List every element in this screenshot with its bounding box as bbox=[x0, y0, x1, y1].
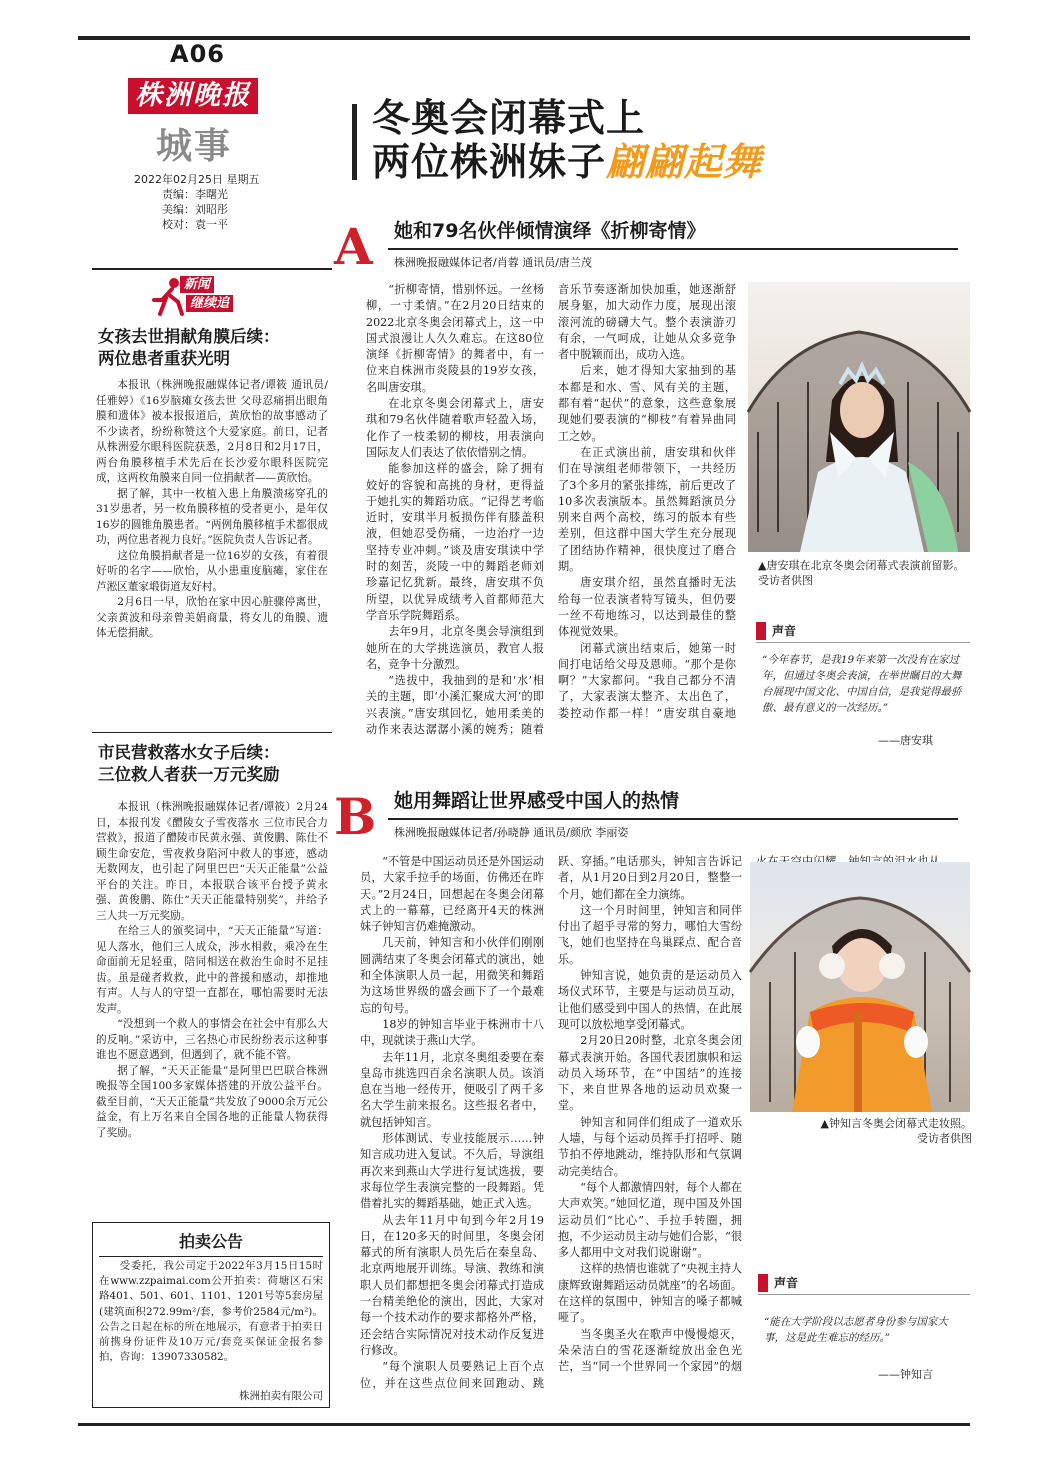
page-meta bbox=[134, 172, 260, 232]
voice-a-author: ——唐安琪 bbox=[878, 734, 933, 747]
headline-highlight: 翩翩起舞 bbox=[606, 140, 763, 184]
voice-b-marker bbox=[758, 1274, 768, 1292]
follow-up-badge bbox=[150, 276, 260, 316]
voice-a-rule bbox=[756, 642, 970, 643]
designer: 美编：刘昭彤 bbox=[162, 203, 228, 216]
badge-line2: 继续追 bbox=[186, 295, 233, 312]
photo-tang-anqi-image bbox=[748, 282, 970, 552]
section-b-letter: B bbox=[334, 787, 377, 846]
headline-bar bbox=[352, 104, 357, 180]
editor: 责编：李曙光 bbox=[162, 188, 228, 201]
voice-b-tag: 声音 bbox=[774, 1276, 799, 1290]
auction-title: 拍卖公告 bbox=[178, 1232, 243, 1251]
headline bbox=[372, 96, 762, 184]
voice-a-marker bbox=[756, 622, 766, 640]
headline-line1: 冬奥会闭幕式上 bbox=[372, 96, 646, 140]
section-a-letter: A bbox=[334, 217, 373, 276]
page-number: A06 bbox=[170, 40, 225, 68]
section-a-rule bbox=[388, 248, 958, 250]
story2-title: 市民营救落水女子后续： 三位救人者获一万元奖励 bbox=[98, 743, 280, 784]
voice-b-quote: “能在大学阶段以志愿者身份参与国家大事，这是此生难忘的经历。” bbox=[764, 1316, 948, 1344]
proofreader: 校对：袁一平 bbox=[162, 218, 228, 231]
section-b-rule bbox=[388, 818, 958, 820]
auction-box bbox=[92, 1222, 330, 1408]
auction-rule bbox=[99, 1256, 323, 1257]
left-top-rule bbox=[92, 268, 332, 270]
voice-b-author: ——钟知言 bbox=[878, 1368, 933, 1381]
story1-body: 本报讯（株洲晚报融媒体记者/谭筱 通讯员/任雅婷）《16岁脑瘫女孩去世 父母忍痛捐出眼角膜和遗体》被本报报道后，黄欣怡的故事感动了不少读者，纷纷称赞这个大爱家庭。前日，记者从株洲爱尔眼科医院获悉，2月8日和2月17日，两台角膜移植手术先后在长沙爱尔眼科医院完成，这两枚角膜来自同一位捐献者——黄欣怡。 据了解，其中一枚植入患上角膜溃疡穿孔的31岁患者，另一枚角膜移植的受者更小，是年仅16岁的圆锥角膜患者。“两例角膜移植手术都很成功，两位患者视力良好。”医院负责人告诉记者。 这位角膜捐献者是一位16岁的女孩，有着很好听的名字——欣怡，从小患重度脑瘫，家住在芦淞区董家塅街道友好村。 2月6日一早，欣怡在家中因心脏骤停离世，父亲黄波和母亲曾美娟商量，将女儿的角膜、遗体无偿捐献。 bbox=[96, 379, 328, 639]
left-mid-rule bbox=[92, 732, 332, 733]
voice-b-rule bbox=[758, 1294, 970, 1295]
date: 2022年02月25日 星期五 bbox=[134, 173, 260, 186]
photo-a-caption: ▲唐安琪在北京冬奥会闭幕式表演前留影。受访者供图 bbox=[758, 559, 965, 587]
voice-a-tag: 声音 bbox=[772, 624, 797, 638]
story2-body: 本报讯（株洲晚报融媒体记者/谭筱）2月24日，本报刊发《醴陵女子雪夜落水 三位市民合力营救》，报道了醴陵市民黄永强、黄俊鹏、陈仕不顾生命安危，雪夜救身陷河中救人的事迹，感动无数网友，也引起了阿里巴巴“天天正能量”公益平台的关注。昨日，本报联合该平台授予黄永强、黄俊鹏、陈仕“天天正能量特别奖”，并给予三人共一万元奖励。 在给三人的颁奖词中，“天天正能量”写道：见人落水，他们三人成众，涉水相救，乘冷在生命面前无足轻重，陪同相送在救治生命时不足挂齿。虽是碰者救救，此中的普援和感动，却推地有声。人与人的守望一直都在，哪怕需要时无法发声。 “没想到一个救人的事情会在社会中有那么大的反响。”采访中，三名热心市民纷纷表示这种事谁也不愿意遇到，但遇到了，就不能不管。 据了解，“天天正能量”是阿里巴巴联合株洲晚报等全国100多家媒体搭建的开放公益平台。截至目前，“天天正能量”共发放了9000余万元公益金，有上万名来自全国各地的正能量人物获得了奖励。 bbox=[96, 801, 328, 1139]
masthead-text: 株洲晚报 bbox=[135, 80, 251, 111]
voice-a-quote: “今年春节，是我19年来第一次没有在家过年，但通过冬奥会表演，在举世瞩目的大舞台展现中国文化、中国自信，是我觉得最骄傲、最有意义的一次经历。” bbox=[762, 654, 962, 714]
masthead-logo bbox=[128, 78, 258, 114]
section-b-subtitle: 她用舞蹈让世界感受中国人的热情 bbox=[394, 790, 680, 812]
section-a-byline: 株洲晚报融媒体记者/肖蓉 通讯员/唐兰茂 bbox=[394, 256, 592, 269]
photo-zhong-zhiyan bbox=[750, 862, 970, 1112]
section-a-subtitle: 她和79名伙伴倾情演绎《折柳寄情》 bbox=[394, 220, 706, 242]
section-b-byline: 株洲晚报融媒体记者/孙晓静 通讯员/颜欣 李丽姿 bbox=[394, 826, 629, 839]
photo-tang-anqi bbox=[748, 282, 970, 552]
story1-title: 女孩去世捐献角膜后续： 两位患者重获光明 bbox=[98, 327, 280, 368]
auction-text: 受委托，我公司定于2022年3月15日15时在www.zzpaimai.com公开拍卖：荷塘区石宋路401、501、601、1101、1201号等5套房屋(建筑面积272.99m²/套，参考价2584元/m²)。公告之日起在标的所在地展示，有意者于拍卖日前携身份证件及10万元/套竞买保证金报名参拍，咨询：13907330582。 bbox=[99, 1260, 323, 1364]
auction-company: 株洲拍卖有限公司 bbox=[239, 1390, 323, 1402]
photo-zhong-zhiyan-image bbox=[750, 862, 970, 1112]
section-a-body: “折柳寄情，惜别怀远。一丝杨柳，一寸柔情。”在2月20日结束的2022北京冬奥会闭幕式上，这一中国式浪漫让人久久难忘。在这80位演绎《折柳寄情》的舞者中，有一位来自株洲市炎陵县的19岁女孩，名叫唐安琪。 在北京冬奥会闭幕式上，唐安琪和79名伙伴随着歌声轻盈入场，化作了一枝柔韧的柳枝，用表演向国际友人们表达了依依惜别之情。 能参加这样的盛会，除了拥有姣好的容貌和高挑的身材，更得益于她扎实的舞蹈功底。“记得艺考临近时，安琪半月板损伤伴有膝盖积液，但她忍受伤痛，一边治疗一边坚持专业冲刺。”谈及唐安琪读中学时的刻苦，炎陵一中的舞蹈老师刘珍嘉记忆犹新。最终，唐安琪不负所望，以优异成绩考入首都师范大学音乐学院舞蹈系。 去年9月，北京冬奥会导演组到她所在的大学挑选演员，教官人报名，竞争十分激烈。 “选拔中，我抽到的是和‘水’相关的主题，即‘小溪汇聚成大河’的即兴表演。”唐安琪回忆，她用柔美的动作来表达潺潺小溪的婉秀；随着音乐节奏逐渐加快加重，她逐渐舒展身躯，加大动作力度，展现出滚滚河流的磅礴大气。整个表演游刃有余，一气呵成，让她从众多竞争者中脱颖而出，成功入选。 后来，她才得知大家抽到的基本都是和水、雪、风有关的主题，都有着“起伏”的意象，这些意象展现她们要表演的“柳枝”有着异曲同工之妙。 在正式演出前，唐安琪和伙伴们在导演组老师带领下，一共经历了3个多月的紧张排练，前后更改了10多次表演版本。虽然舞蹈演员分别来自两个高校，练习的版本有些差别，但这群中国大学生充分展现了团结协作精神，很快度过了磨合期。 唐安琪介绍，虽然直播时无法给每一位表演者特写镜头，但仍要一丝不苟地练习，以达到最佳的整体视觉效果。 闭幕式演出结束后，她第一时间打电话给父母及恩师。“那个是你啊？”大家都问。“我自己都分不清了，大家表演太整齐、太出色了，娄控动作都一样！”唐安琪自豪地 bbox=[366, 283, 736, 737]
badge-line1: 新闻 bbox=[180, 276, 214, 293]
section-b-body: “不管是中国运动员还是外国运动员，大家手拉手的场面，仿佛还在昨天。”2月24日，回想起在冬奥会闭幕式上的一幕幕，已经离开4天的株洲妹子钟知言仍难掩激动。 几天前，钟知言和小伙伴们刚刚圆满结束了冬奥会闭幕式的演出，她和全体演职人员一起，用微笑和舞蹈为这场世界级的盛会画下了一个最难忘的句号。 18岁的钟知言毕业于株洲市十八中，现就读于燕山大学。 去年11月，北京冬奥组委要在秦皇岛市挑选四百余名演职人员。该消息在当地一经传开，便吸引了两千多名大学生前来报名。这些报名者中，就包括钟知言。 形体测试、专业技能展示……钟知言成功进入复试。不久后，导演组再次来到燕山大学进行复试选拔，要求每位学生表演完整的一段舞蹈。凭借着扎实的舞蹈基础，她正式入选。 从去年11月中旬到今年2月19日，在120多天的时间里，冬奥会闭幕式的所有演职人员先后在秦皇岛、北京两地展开训练。导演、教练和演职人员们都想把冬奥会闭幕式打造成一台精美绝伦的演出，因此，大家对每一个技术动作的要求都格外严格，还会结合实际情况对技术动作反复进行修改。 “每个演职人员要熟记上百个点位，并在这些点位间来回跑动、跳跃、穿插。”电话那头，钟知言告诉记者，从1月20日到2月20日，整整一个月，她们都在全力演练。 这一个月时间里，钟知言和同伴付出了超乎寻常的努力，哪怕大雪纷飞，她们也坚持在鸟巢踩点、配合音乐。 钟知言说，她负责的是运动员入场仪式环节，主要是与运动员互动，让他们感受到中国人的热情，在此展现可以放松地享受闭幕式。 2月20日20时整，北京冬奥会闭幕式表演开始。各国代表团旗帜和运动员入场环节，在“中国结”的连接下，来自世界各地的运动员欢聚一堂。 钟知言和同伴们组成了一道欢乐人墙，与每个运动员挥手打招呼、随节拍不停地跳动，维持队形和气氛调动完美结合。 “每个人都激情四射，每个人都在大声欢笑。”她回忆道，现中国及外国运动员们“比心”、手拉手转圈，拥抱，不少运动员主动与她们合影，“很多人都用中文对我们说谢谢”。 这样的热情也谁就了“央视主持人康辉致谢舞蹈运动员就座”的名场面。在这样的氛围中，钟知言的嗓子都喊哑了。 当冬奥圣火在歌声中慢慢熄灭，朵朵洁白的雪花逐渐绽放出金色光芒，当“同一个世界同一个家园”的烟 bbox=[360, 855, 742, 1390]
photo-b-caption: ▲钟知言冬奥会闭幕式走妆照。 受访者供图 bbox=[820, 1117, 972, 1145]
headline-line2: 两位株洲妹子 bbox=[372, 140, 607, 184]
bottom-rule bbox=[78, 1423, 970, 1426]
section-name: 城事 bbox=[156, 125, 233, 167]
